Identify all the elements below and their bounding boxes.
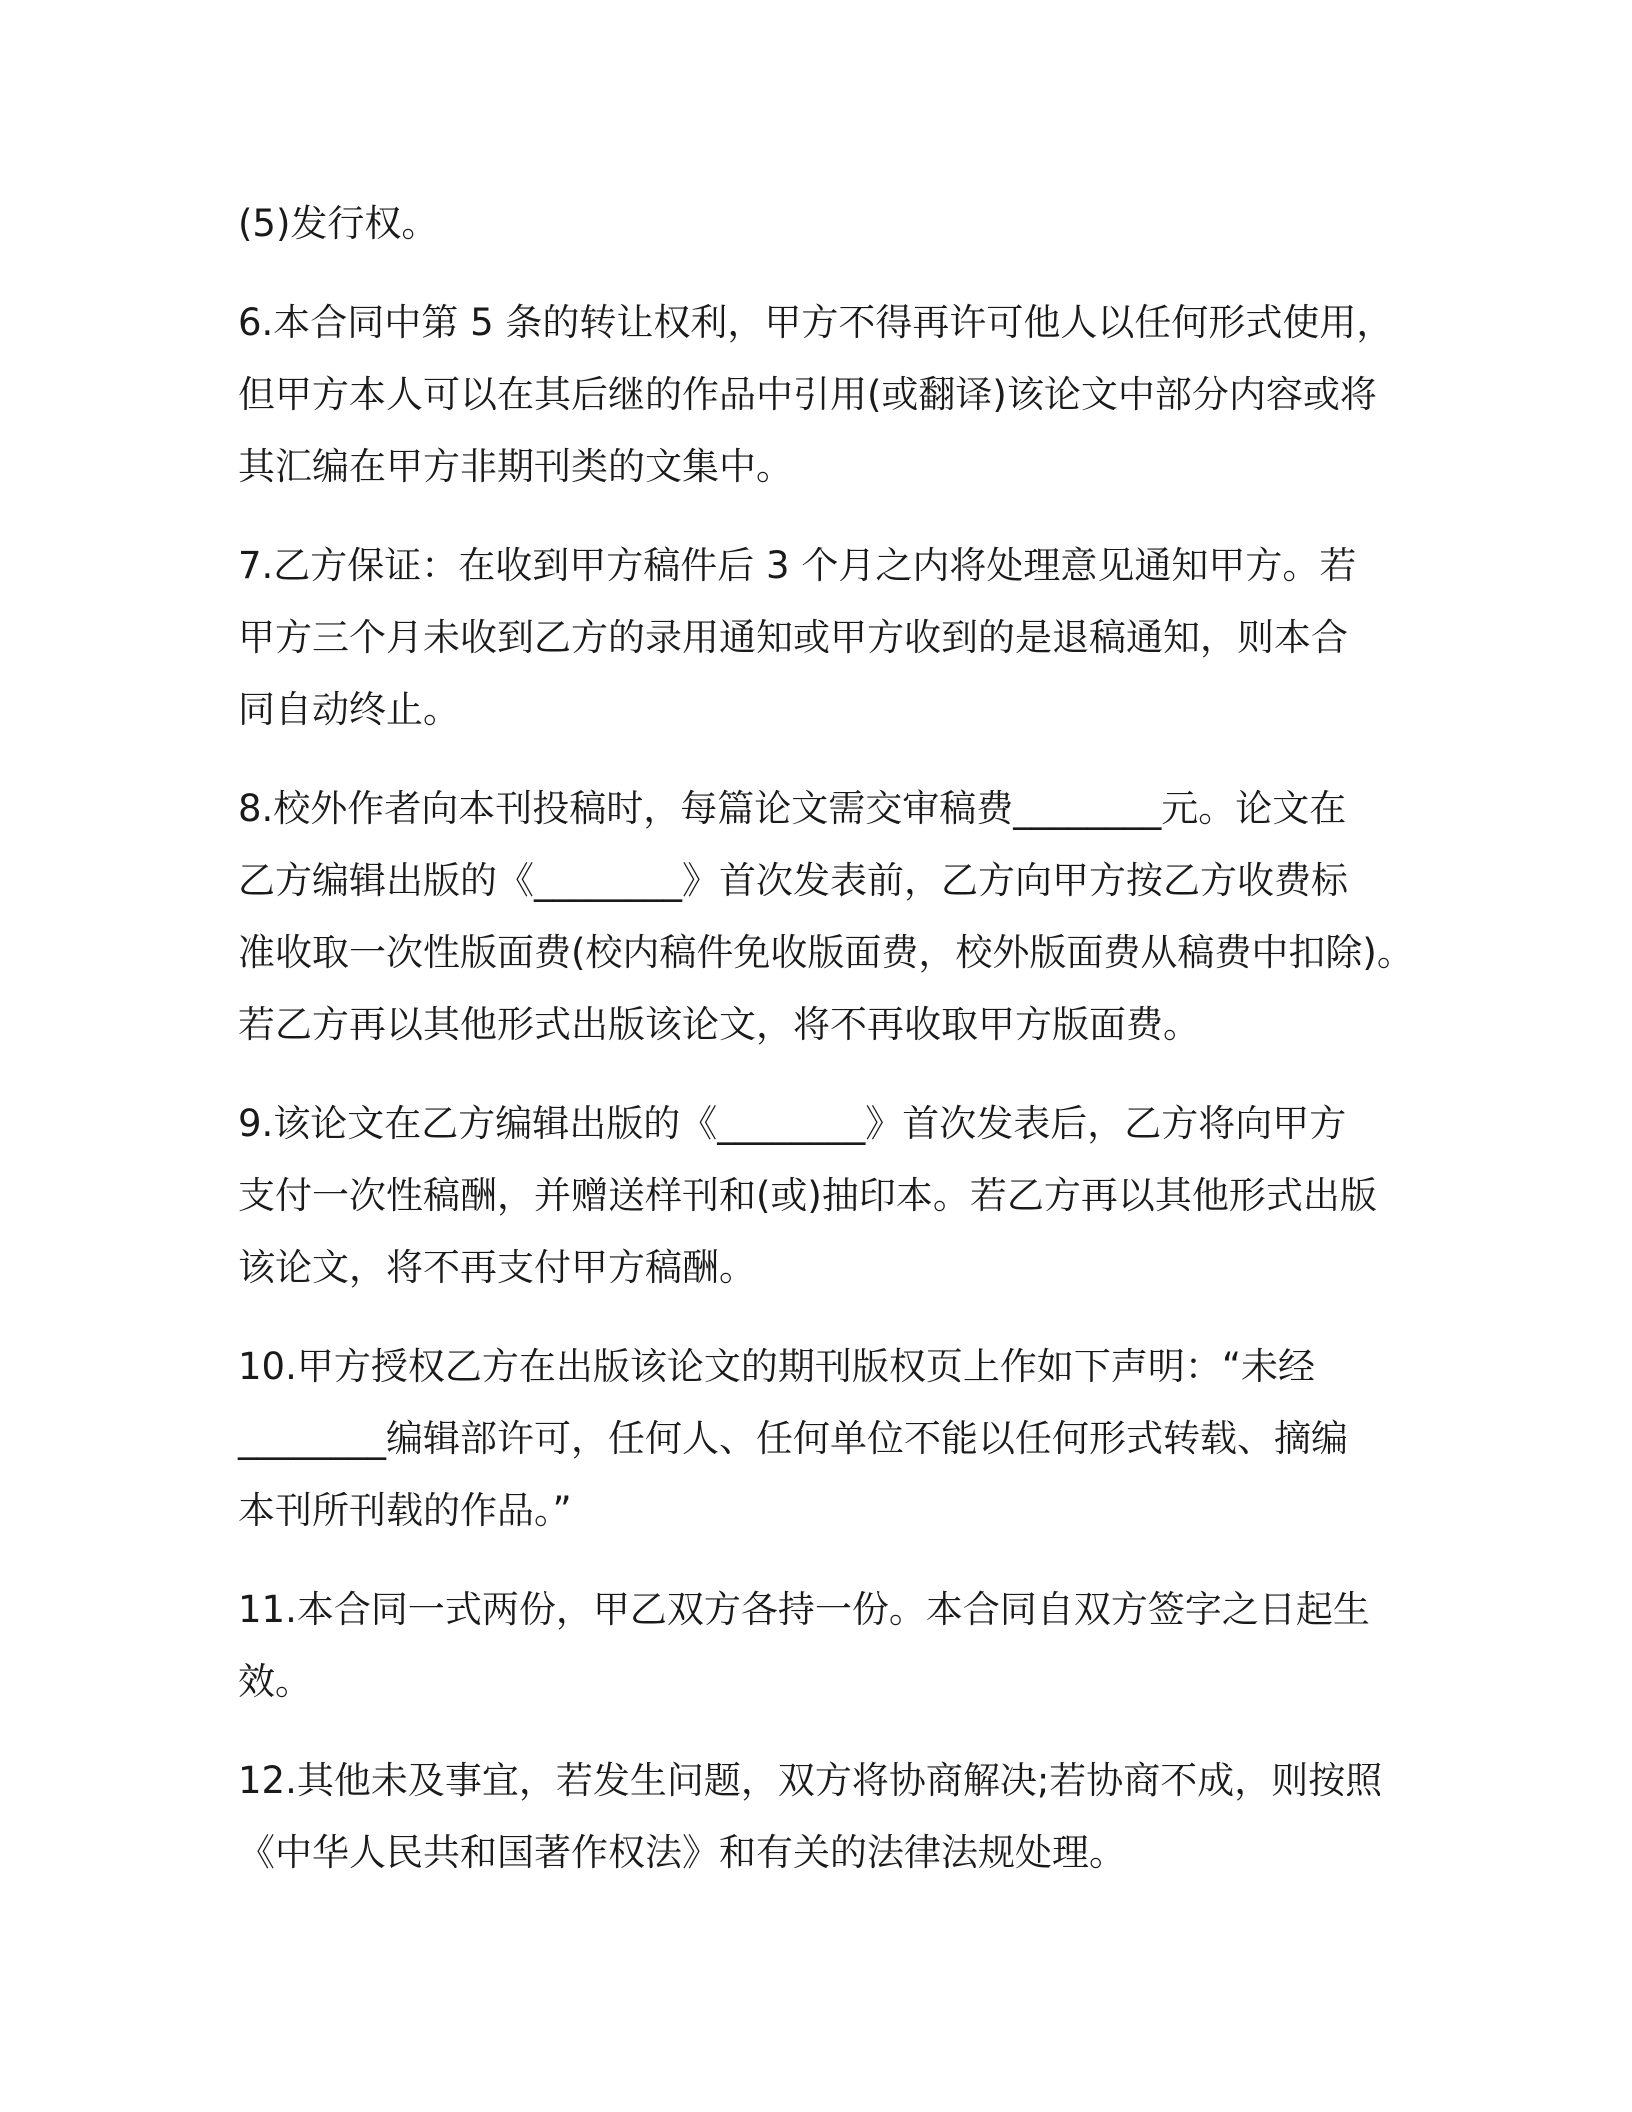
text-line: 该论文，将不再支付甲方稿酬。 <box>238 1246 756 1289</box>
clause-6 <box>238 287 1418 503</box>
text-line: 6.本合同中第 5 条的转让权利，甲方不得再许可他人以任何形式使用， <box>238 301 1394 344</box>
text-line: 12.其他未及事宜，若发生问题，双方将协商解决;若协商不成，则按照 <box>238 1759 1383 1802</box>
clause-9 <box>238 1088 1418 1304</box>
text-line: 若乙方再以其他形式出版该论文，将不再收取甲方版面费。 <box>238 1003 1200 1046</box>
document-body <box>238 188 1418 1916</box>
text-line: 7.乙方保证：在收到甲方稿件后 3 个月之内将处理意见通知甲方。若 <box>238 544 1357 587</box>
clause-11 <box>238 1574 1418 1718</box>
clause-8 <box>238 773 1418 1061</box>
text-line: 9.该论文在乙方编辑出版的《________》首次发表后，乙方将向甲方 <box>238 1102 1347 1145</box>
text-line: 甲方三个月未收到乙方的录用通知或甲方收到的是退稿通知，则本合 <box>238 616 1348 659</box>
text-line: 11.本合同一式两份，甲乙双方各持一份。本合同自双方签字之日起生 <box>238 1588 1370 1631</box>
text-line: ________编辑部许可，任何人、任何单位不能以任何形式转载、摘编 <box>238 1417 1348 1460</box>
clause-7 <box>238 530 1418 746</box>
text-line: 支付一次性稿酬，并赠送样刊和(或)抽印本。若乙方再以其他形式出版 <box>238 1174 1377 1217</box>
clause-12 <box>238 1745 1418 1889</box>
text-line: 准收取一次性版面费(校内稿件免收版面费，校外版面费从稿费中扣除)。 <box>238 931 1414 974</box>
clause-10 <box>238 1331 1418 1547</box>
text-line: 乙方编辑出版的《________》首次发表前，乙方向甲方按乙方收费标 <box>238 859 1348 902</box>
text-line: 10.甲方授权乙方在出版该论文的期刊版权页上作如下声明：“未经 <box>238 1345 1316 1388</box>
text-line: 《中华人民共和国著作权法》和有关的法律法规处理。 <box>238 1831 1126 1874</box>
text-line: 但甲方本人可以在其后继的作品中引用(或翻译)该论文中部分内容或将 <box>238 373 1377 416</box>
text-line: 同自动终止。 <box>238 688 460 731</box>
text-line: 效。 <box>238 1660 312 1703</box>
text-line: (5)发行权。 <box>238 202 439 245</box>
text-line: 8.校外作者向本刊投稿时，每篇论文需交审稿费________元。论文在 <box>238 787 1347 830</box>
text-line: 本刊所刊载的作品。” <box>238 1489 572 1532</box>
text-line: 其汇编在甲方非期刊类的文集中。 <box>238 445 793 488</box>
clause-5-item-5 <box>238 188 1418 260</box>
